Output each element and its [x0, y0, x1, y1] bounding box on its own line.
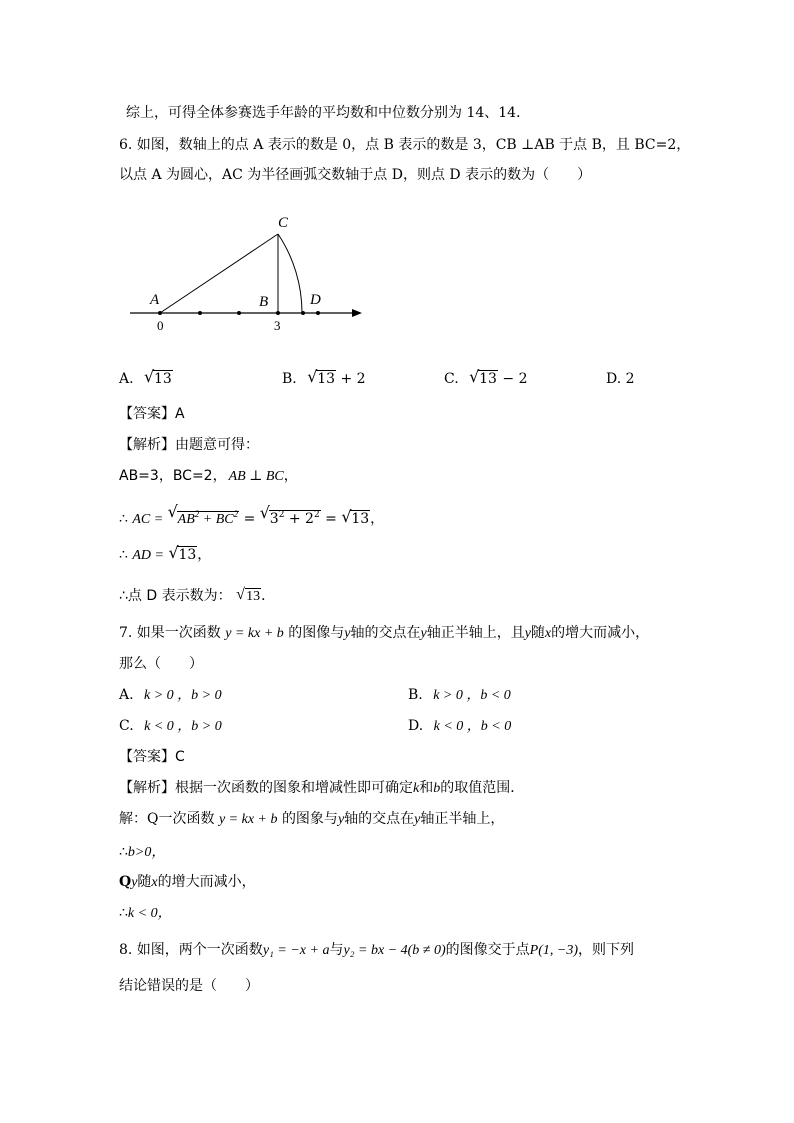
q7-solution-line1 [119, 810, 504, 829]
q7-stem-line2: 那么（ ） [119, 656, 203, 672]
q7-stem-line1 [119, 624, 649, 643]
var-y: y [524, 626, 531, 641]
q6-number-line-figure [120, 205, 380, 335]
tick-dot-3 [316, 311, 320, 315]
option-c-text: k < 0 ，b > 0 [144, 719, 222, 734]
q7-solution-line4 [119, 904, 172, 923]
var-y: y [131, 875, 138, 890]
because-symbol: Q [147, 811, 159, 827]
solution-text: 轴正半轴上， [420, 811, 505, 827]
var-y: y [420, 626, 427, 641]
q6-answer [119, 405, 185, 423]
b-positive: b>0， [127, 845, 166, 860]
period: ． [261, 588, 276, 604]
q7-text: 轴的交点在 [350, 625, 421, 641]
option-b-label: B. [282, 371, 297, 387]
equals-sign: = [325, 511, 337, 527]
q7-text: 的增大而减小， [551, 625, 650, 641]
therefore-symbol: ∴ [119, 905, 128, 921]
sqrt-13: √ 13 [236, 586, 261, 604]
q7-text: 的图像与 [288, 625, 345, 641]
option-b-tail: + 2 [340, 371, 366, 387]
solution-text: 轴的交点在 [344, 811, 415, 827]
sqrt-13: √ 13 [341, 507, 370, 527]
var-b: b [433, 781, 441, 796]
var-x: x [151, 875, 158, 890]
q7-prefix: 7. 如果一次函数 [119, 625, 221, 641]
therefore-symbol: ∴ [119, 547, 128, 563]
given-text: AB=3，BC=2， [119, 468, 227, 484]
q6-option-d [606, 370, 635, 388]
option-a-text: k > 0 ，b > 0 [144, 688, 222, 703]
conclusion-text: 点 D 表示数为： [127, 588, 232, 604]
arc-cd [278, 234, 302, 313]
q7-solution-line2 [119, 843, 165, 862]
ac-lhs: AC = [132, 512, 164, 527]
q7-answer [119, 748, 185, 766]
option-b-text: k > 0 ，b < 0 [433, 688, 511, 703]
ad-lhs: AD = [132, 548, 164, 563]
option-d-text: 2 [625, 371, 635, 387]
analysis-text: 根据一次函数的图象和增减性即可确定 [175, 780, 413, 796]
analysis-text: 的取值范围． [440, 780, 525, 796]
q6-conclusion [119, 587, 275, 606]
comma: ， [370, 511, 385, 527]
q7-solution-line3 [119, 873, 256, 892]
option-d-text: k < 0 ，b < 0 [433, 719, 512, 734]
q6-option-a [119, 367, 173, 388]
summary-line: 综上，可得全体参赛选手年龄的平均数和中位数分别为 14、14． [126, 105, 531, 121]
axis-arrow-icon [352, 309, 362, 317]
label-c: C [278, 215, 289, 231]
var-x: x [544, 626, 552, 641]
q8-text: 与 [329, 942, 344, 958]
tick-dot-2 [237, 311, 241, 315]
given-math: AB ⊥ BC [228, 469, 284, 484]
sqrt-13: √ 13 [144, 367, 172, 387]
option-c-label: C. [444, 371, 459, 387]
q7-analysis [119, 779, 524, 798]
q7-text: 随 [530, 625, 545, 641]
option-d-label: D. [408, 718, 424, 734]
q8-y1: y₁ = −x + a [262, 943, 330, 958]
sqrt-3sq-2sq: √ $3^2 + 2^2$ [259, 503, 320, 527]
analysis-tag: 【解析】 [119, 780, 175, 796]
answer-value: C [175, 749, 185, 765]
analysis-text: 和 [419, 780, 434, 796]
option-a-label: A. [119, 687, 134, 703]
solution-text: 一次函数 [158, 811, 215, 827]
answer-tag: 【答案】 [119, 749, 175, 765]
q8-point-p: P(1, −3) [529, 943, 578, 958]
solution-text: 的图象与 [281, 811, 338, 827]
because-symbol: Q [119, 874, 132, 890]
q7-option-c [119, 717, 222, 736]
var-y: y [414, 812, 421, 827]
option-b-label: B. [408, 687, 423, 703]
q8-stem-line1 [119, 941, 634, 960]
q8-text: ，则下列 [577, 942, 634, 958]
equals-sign: = [243, 511, 256, 527]
q8-stem-line2: 结论错误的是（ ） [119, 978, 259, 994]
k-negative: k < 0， [127, 906, 172, 921]
q6-option-c [444, 367, 528, 388]
solution-text: 的增大而减小， [157, 874, 256, 890]
option-c-label: C. [119, 718, 134, 734]
sqrt-ab2-bc2: √ $AB^2 + BC^2$ [167, 502, 239, 527]
label-d: D [310, 292, 321, 308]
sqrt-13: √ 13 [469, 367, 497, 387]
q7-text: 轴正半轴上，且 [426, 625, 525, 641]
label-a: A [150, 292, 160, 308]
label-three: 3 [274, 318, 281, 333]
analysis-tag: 【解析】 [119, 437, 175, 453]
therefore-symbol: ∴ [119, 511, 128, 527]
solution-text: 随 [137, 874, 152, 890]
option-a-label: A. [119, 371, 134, 387]
therefore-symbol: ∴ [119, 588, 128, 604]
sqrt-13: √ 13 [168, 543, 197, 563]
therefore-symbol: ∴ [119, 844, 128, 860]
label-b: B [259, 294, 269, 310]
q6-stem-line2: 以点 A 为圆心，AC 为半径画弧交数轴于点 D，则点 D 表示的数为（ ） [119, 167, 592, 183]
q8-prefix: 8. 如图，两个一次函数 [119, 942, 263, 958]
q8-y2: y₂ = bx − 4(b ≠ 0) [343, 943, 446, 958]
q6-stem-line1: 6. 如图，数轴上的点 A 表示的数是 0，点 B 表示的数是 3，CB ⊥AB 于点 B，且 BC=2， [119, 137, 691, 153]
given-end: ， [283, 468, 298, 484]
option-d-label: D. [606, 371, 622, 387]
answer-value: A [175, 406, 185, 422]
q7-option-b [408, 686, 511, 705]
q6-given [119, 467, 298, 486]
q7-function: y = kx + b [218, 812, 278, 827]
solution-prefix: 解： [119, 811, 147, 827]
comma: ， [197, 547, 212, 563]
q8-text: 的图像交于点 [445, 942, 530, 958]
q6-option-b [282, 367, 366, 388]
q6-ac-equation [119, 502, 385, 529]
q6-analysis-intro [119, 436, 259, 454]
var-k: k [413, 781, 420, 796]
tick-dot-1 [198, 311, 202, 315]
answer-tag: 【答案】 [119, 406, 175, 422]
q7-option-d [408, 717, 511, 736]
q6-ad-equation [119, 543, 212, 565]
analysis-text: 由题意可得： [175, 437, 259, 453]
var-y: y [344, 626, 351, 641]
sqrt-13: √ 13 [307, 367, 336, 387]
q7-function: y = kx + b [225, 626, 284, 641]
var-y: y [337, 812, 345, 827]
q7-option-a [119, 686, 222, 705]
option-c-tail: − 2 [502, 371, 528, 387]
label-zero: 0 [157, 318, 164, 333]
